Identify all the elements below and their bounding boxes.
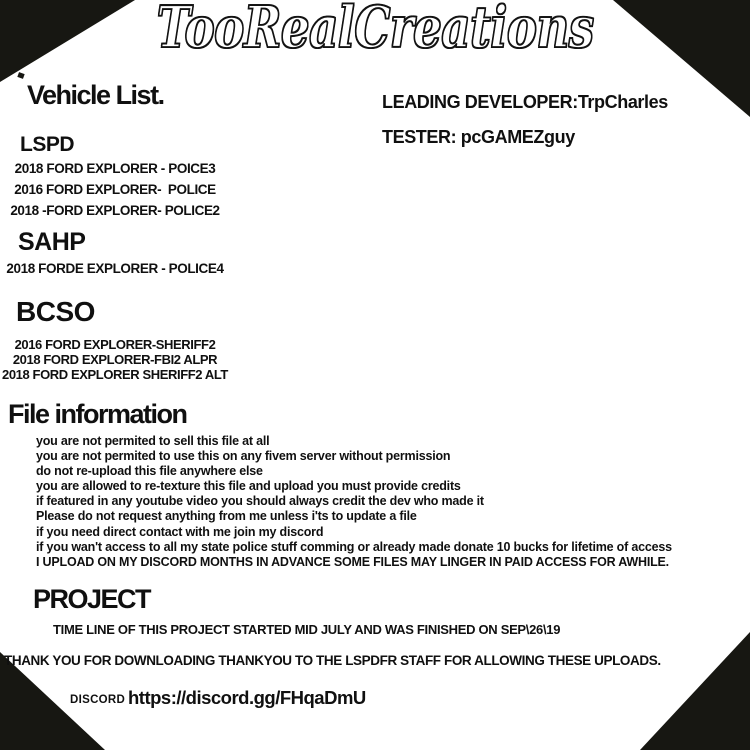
project-heading: PROJECT	[33, 584, 151, 614]
sahp-vehicle-items	[0, 261, 230, 276]
vehicle-item: 2018 FORDE EXPLORER - POLICE4	[6, 261, 224, 276]
thank-you-note: THANK YOU FOR DOWNLOADING THANKYOU TO THE LSPDFR STAFF FOR ALLOWING THESE UPLOADS.	[4, 653, 661, 668]
lspd-vehicle-items	[0, 158, 230, 221]
file-information-rules	[36, 434, 736, 570]
rule-line: you are not permited to use this on any fivem server without permission	[36, 449, 451, 464]
rule-line: if you need direct contact with me join my discord	[36, 524, 324, 539]
vehicle-item: 2018 FORD EXPLORER - POICE3	[14, 161, 216, 176]
rule-line: if featured in any youtube video you should always credit the dev who made it	[36, 494, 484, 509]
project-timeline: TIME LINE OF THIS PROJECT STARTED MID JULY AND WAS FINISHED ON SEP\26\19	[53, 622, 561, 637]
rule-line: do not re-upload this file anywhere else	[36, 464, 263, 479]
section-heading-bcso: BCSO	[16, 296, 95, 327]
rule-line: you are not permited to sell this file at all	[36, 434, 270, 448]
corner-triangle-bottom-right	[638, 632, 750, 750]
brand-title: TooRealCreations	[156, 0, 594, 61]
bcso-vehicle-items	[0, 337, 230, 383]
rule-line: Please do not request anything from me unless i'ts to update a file	[36, 509, 417, 524]
tester-credit: TESTER: pcGAMEZguy	[382, 127, 575, 147]
rule-line: I UPLOAD ON MY DISCORD MONTHS IN ADVANCE SOME FILES MAY LINGER IN PAID ACCESS FOR AWHILE.	[36, 554, 669, 569]
ink-speck	[17, 72, 24, 79]
leading-developer-credit: LEADING DEVELOPER:TrpCharles	[382, 92, 668, 112]
vehicle-item: 2016 FORD EXPLORER-SHERIFF2	[14, 337, 216, 352]
rule-line: if you wan't access to all my state police stuff comming or already made donate 10 bucks for lifetime of access	[36, 539, 672, 554]
vehicle-item: 2018 FORD EXPLORER SHERIFF2 ALT	[2, 367, 228, 383]
discord-invite-link[interactable]: https://discord.gg/FHqaDmU	[128, 687, 366, 708]
vehicle-item: 2018 -FORD EXPLORER- POLICE2	[10, 203, 220, 218]
rule-line: you are allowed to re-texture this file and upload you must provide credits	[36, 479, 461, 494]
vehicle-item: 2018 FORD EXPLORER-FBI2 ALPR	[12, 352, 218, 368]
vehicle-item: 2016 FORD EXPLORER- POLICE	[14, 182, 216, 197]
file-information-heading: File information	[8, 399, 187, 429]
vehicle-list-heading: Vehicle List.	[27, 80, 164, 110]
section-heading-lspd: LSPD	[20, 133, 75, 156]
section-heading-sahp: SAHP	[18, 228, 86, 256]
discord-label: DISCORD	[70, 694, 126, 706]
